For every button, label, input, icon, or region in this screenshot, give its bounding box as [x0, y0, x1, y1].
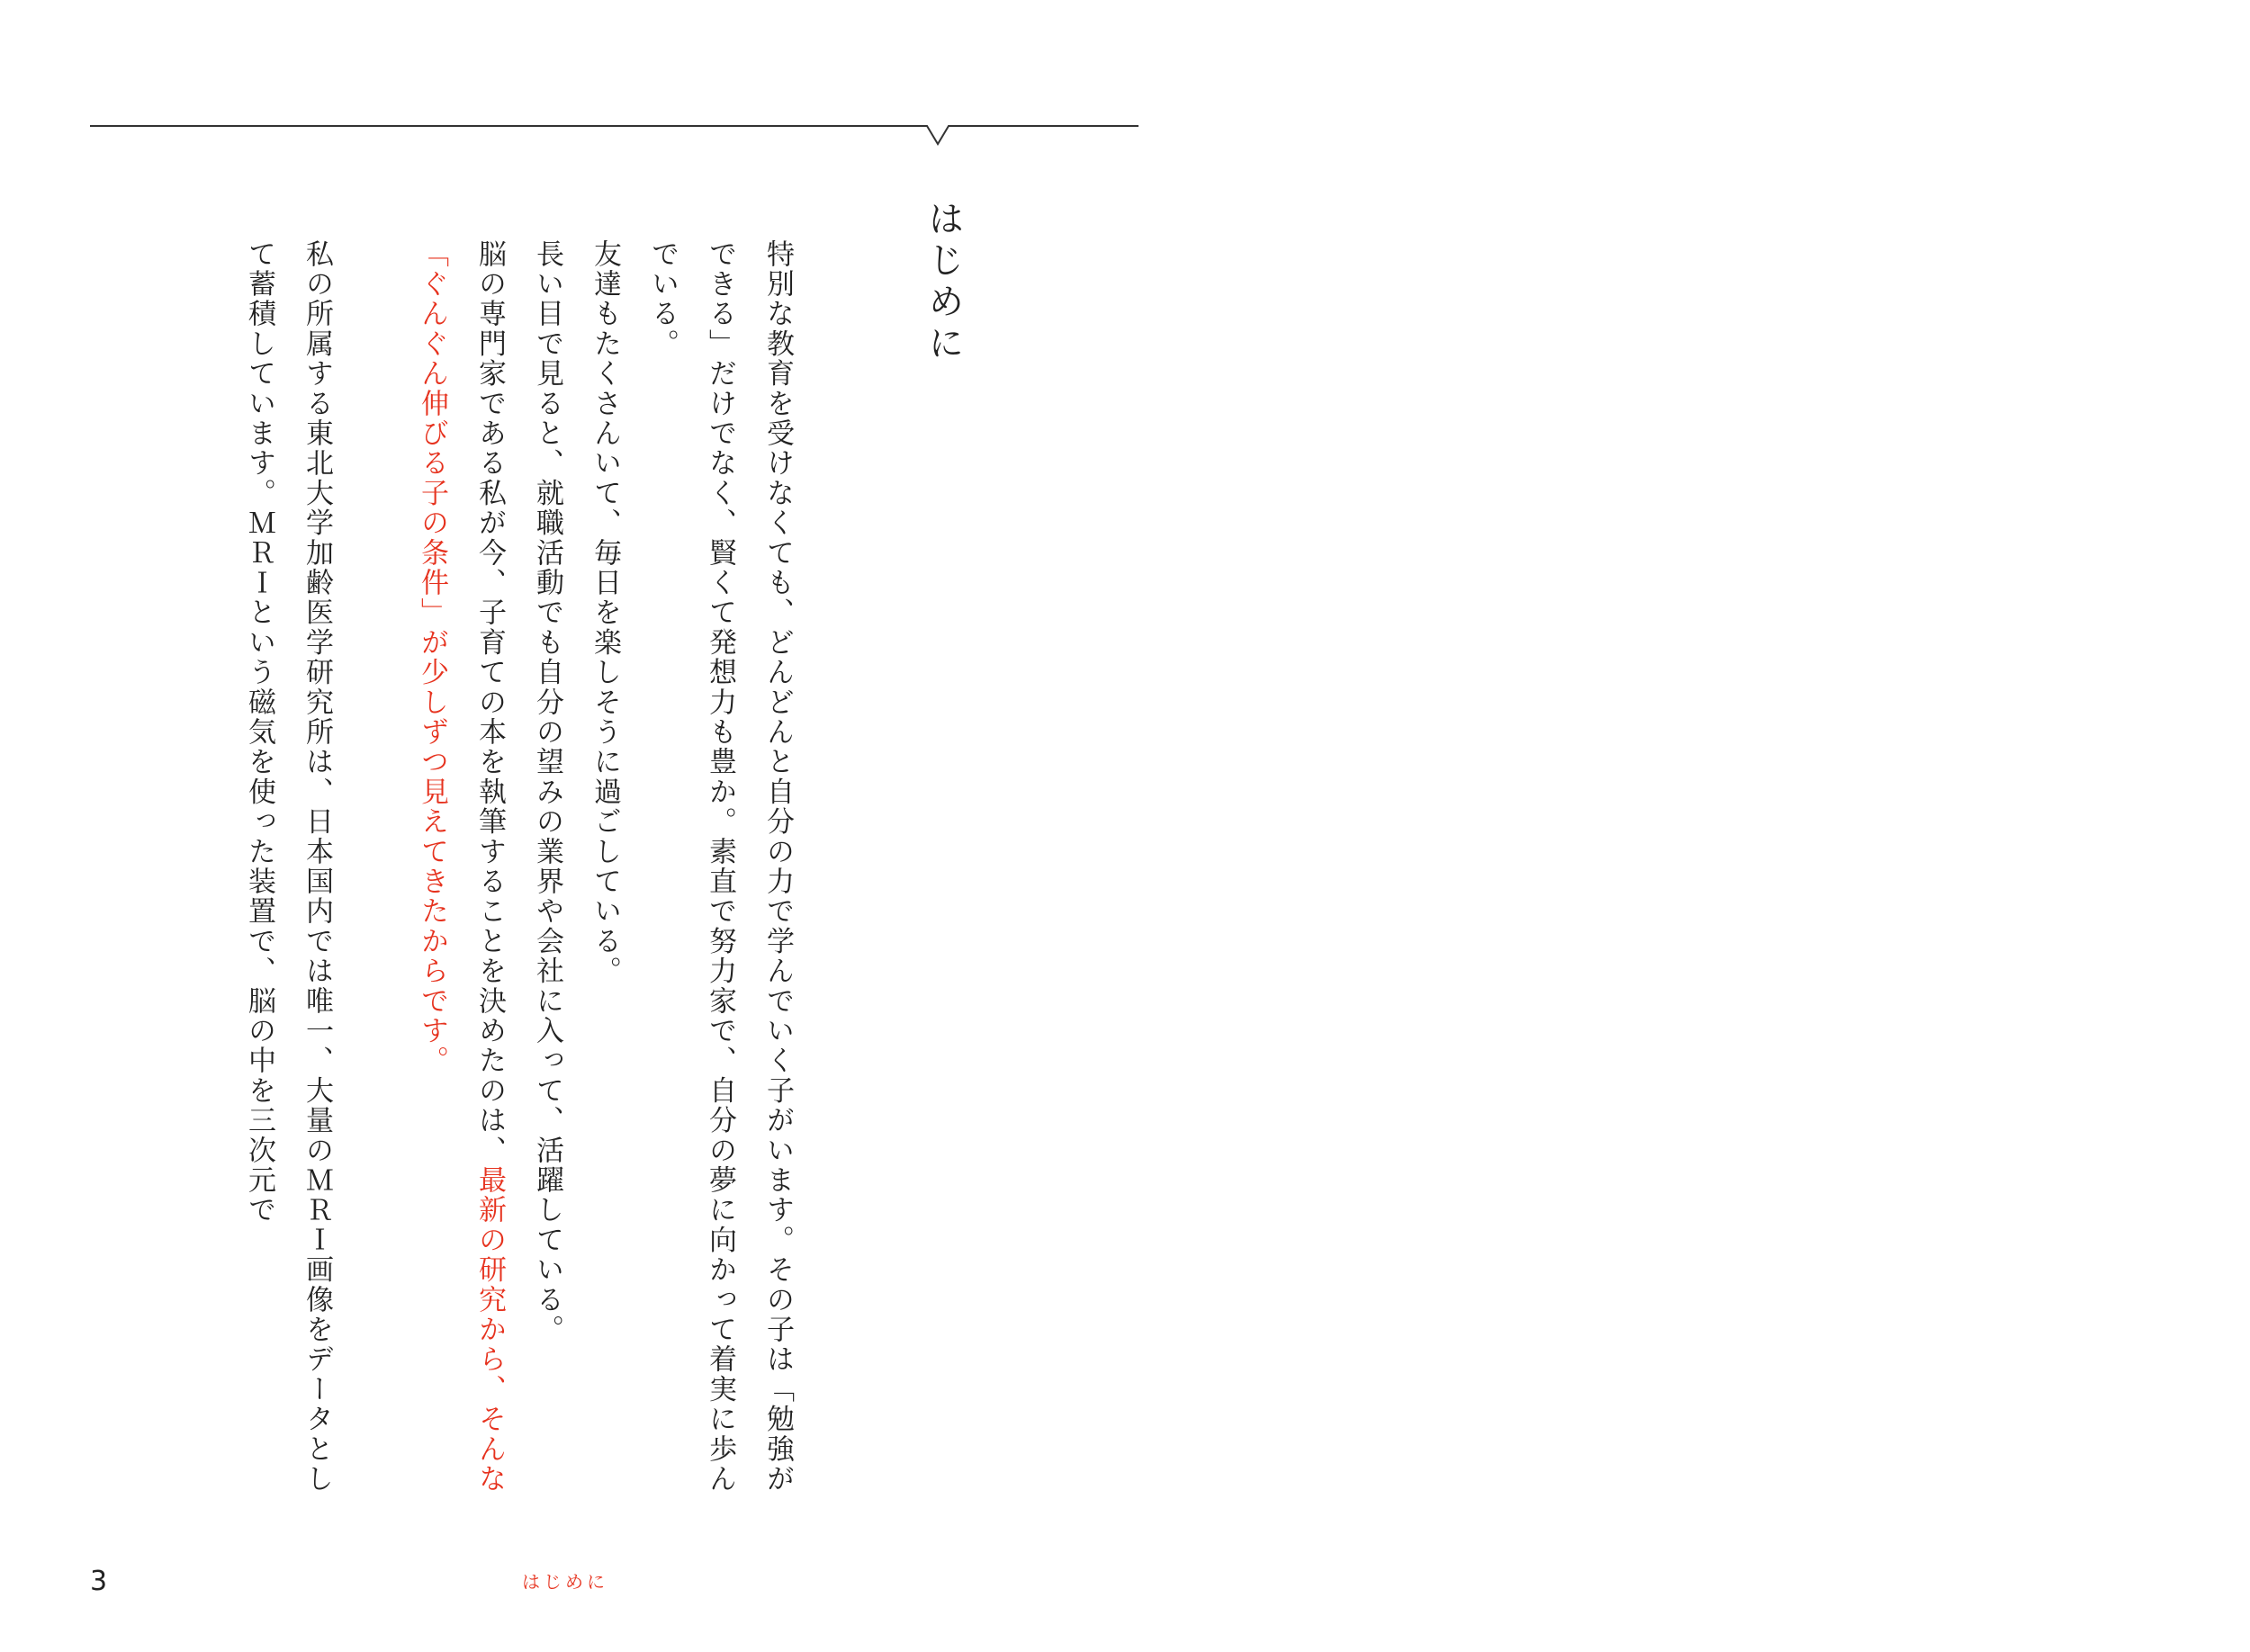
paragraph-2: 友達もたくさんいて、毎日を楽しそうに過ごしている。 — [589, 239, 621, 986]
paragraph-5: 私の所属する東北大学加齢医学研究所は、日本国内では唯一、大量のＭＲＩ画像をデータとして蓄積しています。ＭＲＩという磁気を使った装置で、脳の中を三次元で — [243, 239, 333, 1495]
page-number: 3 — [90, 1566, 108, 1597]
paragraph-1: 特別な教育を受けなくても、どんどんと自分の力で学んでいく子がいます。その子は「勉強ができる」だけでなく、賢くて発想力も豊か。素直で努力家で、自分の夢に向かって着実に歩んでいる。 — [646, 239, 794, 1495]
header-rule-line — [90, 126, 1138, 144]
body-text — [144, 239, 806, 1499]
paragraph-4-highlight: 最新の研究から、そんな「ぐんぐん伸びる子の条件」が少しずつ見えてきたからです。 — [416, 239, 506, 1495]
paragraph-3: 長い目で見ると、就職活動でも自分の望みの業界や会社に入って、活躍している。 — [531, 239, 563, 1345]
paragraph-4-text: 脳の専門家である私が今、子育ての本を執筆することを決めたのは、 — [473, 239, 506, 1166]
header-rule — [0, 0, 1161, 162]
page-title: はじめに — [922, 200, 964, 365]
running-footer-section: はじめに — [522, 1571, 608, 1593]
paragraph-4 — [403, 239, 518, 1499]
